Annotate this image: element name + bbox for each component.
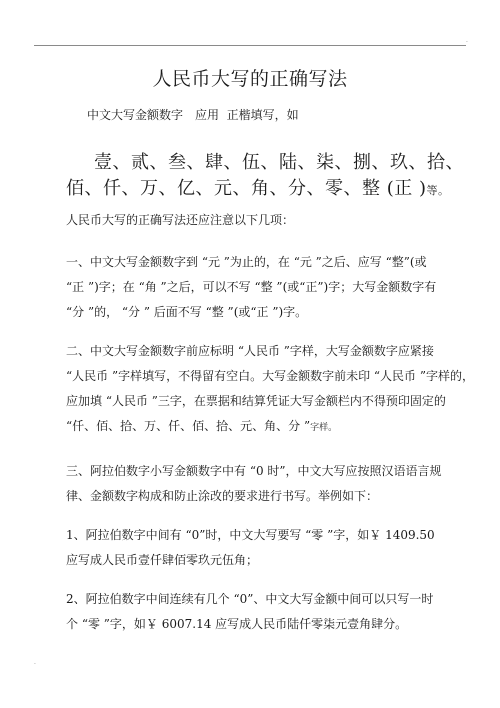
section3-line: 律、金额数字构成和防止涂改的要求进行书写。举例如下： <box>66 489 379 503</box>
digits-line-2-text: 佰、仟、万、亿、元、角、分、零、整 (正 ) <box>66 178 427 199</box>
section2-line <box>66 417 337 434</box>
intro-text: 中文大写金额数字 应用 正楷填写，如 <box>87 108 299 122</box>
example1-line: 1、阿拉伯数字中间有 “0”时，中文大写要写 “零 ”字，如￥ 1409.50 <box>66 528 435 542</box>
example1-line: 应写成人民币壹仟肆佰零玖元伍角； <box>66 553 259 567</box>
digits-line-1: 壹、贰、叁、肆、伍、陆、柒、捌、玖、拾、 <box>94 152 464 173</box>
page-title: 人民币大写的正确写法 <box>152 68 348 90</box>
section2-line: “人民币 ”字样填写，不得留有空白。大写金额数字前未印 “人民币 ”字样的， <box>66 369 474 383</box>
digits-line-2 <box>66 174 450 200</box>
corner-mark: · <box>34 661 36 668</box>
example2-line: 2、阿拉伯数字中间连续有几个 “0”、中文大写金额中间可以只写一时 <box>66 592 434 606</box>
digits-line-2-suffix: 等。 <box>426 184 450 197</box>
section2-line-text: “仟、佰、拾、万、仟、佰、拾、元、角、分 ” <box>66 419 311 433</box>
example2-line: 个 “零 ”字，如￥ 6007.14 应写成人民币陆仟零柒元壹角肆分。 <box>66 617 408 631</box>
section1-line: “正 ”)字；在 “角 ”之后，可以不写 “整 ”(或“正”)字；大写金额数字有 <box>66 280 437 294</box>
section3-line: 三、阿拉伯数字小写金额数字中有 “0 时”，中文大写应按照汉语语言规 <box>66 464 442 478</box>
section1-line: “分 ”的， “分 ” 后面不写 “整 ”(或“正 ”)字。 <box>66 305 308 319</box>
header-rule <box>34 45 466 46</box>
section1-line: 一、中文大写金额数字到 “元 ”为止的，在 “元 ”之后、应写 “整”(或 <box>66 255 427 269</box>
section2-line: 二、中文大写金额数字前应标明 “人民币 ”字样，大写金额数字应紧接 <box>66 344 434 358</box>
section2-line: 应加填 “人民币 ”三字，在票据和结算凭证大写金额栏内不得预印固定的 <box>66 394 446 408</box>
corner-mark: · <box>466 39 468 46</box>
section2-tail: 字样。 <box>310 423 338 433</box>
note-heading: 人民币大写的正确写法还应注意以下几项： <box>66 213 295 227</box>
